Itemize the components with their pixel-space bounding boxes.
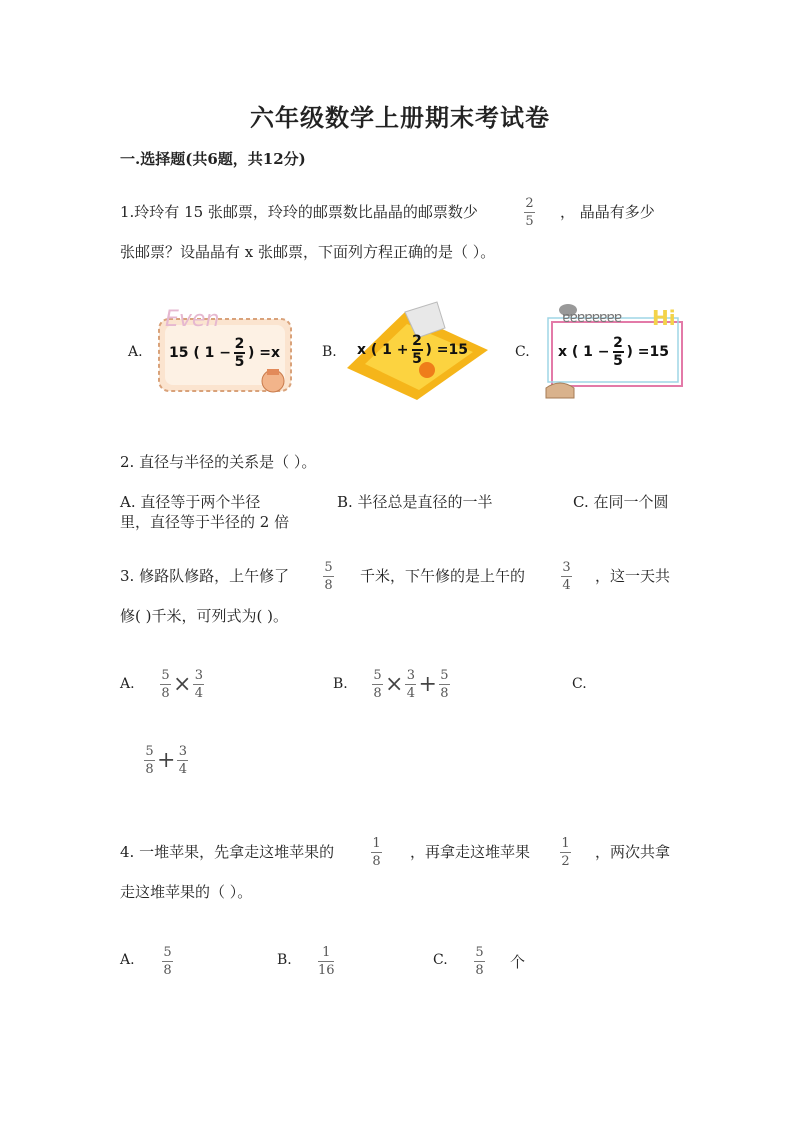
q2-option-c-cont: 里，直径等于半径的 2 倍 (120, 513, 290, 531)
q2-text: 2. 直径与半径的关系是（ ）。 (120, 453, 317, 471)
q4-option-a-label[interactable]: A. (120, 952, 135, 968)
q3-text-line1-mid: 千米，下午修的是上午的 (360, 567, 526, 585)
q4-option-c-fraction[interactable]: 5 8 (475, 945, 484, 978)
page-title: 六年级数学上册期末考试卷 (250, 103, 550, 132)
q4-option-c-unit: 个 (510, 953, 526, 971)
q1-text-line2: 张邮票？设晶晶有 x 张邮票，下面列方程正确的是（ ）。 (120, 243, 496, 261)
q1-option-a-label[interactable]: A. (128, 344, 143, 360)
q4-option-b-label[interactable]: B. (277, 952, 292, 968)
q1-option-c-equation: x ( 1 − 2 5 ) =15 (558, 335, 670, 369)
q4-text-line1: 4. 一堆苹果，先拿走这堆苹果的 (120, 843, 335, 861)
q1-text-line1-end: ， 晶晶有多少 (560, 203, 655, 221)
q1-fraction (524, 196, 535, 229)
hi-deco-text: Hi (652, 306, 676, 330)
q3-fraction-2: 3 4 (562, 560, 571, 593)
q3-option-c-expression[interactable]: $\frac{5}{8}$ + $\frac{3}{4}$ (145, 744, 188, 777)
even-deco-text: Even (165, 307, 220, 332)
q4-fraction-1: 1 8 (372, 836, 381, 869)
q1-text-line1: 1.玲玲有 15 张邮票，玲玲的邮票数比晶晶的邮票数少 (120, 203, 478, 221)
q2-option-b[interactable]: B. 半径总是直径的一半 (337, 493, 493, 511)
q4-fraction-2: 1 2 (561, 836, 570, 869)
q3-option-b-label[interactable]: B. (333, 676, 348, 692)
q1-option-b-card[interactable] (345, 298, 490, 402)
q2-option-c[interactable]: C. 在同一个圆 (573, 493, 669, 511)
q2-option-a[interactable]: A. 直径等于两个半径 (120, 493, 261, 511)
q3-text-line2: 修( )千米，可列式为( )。 (120, 607, 288, 625)
q4-option-a-fraction[interactable]: 5 8 (163, 945, 172, 978)
q4-text-line2: 走这堆苹果的（ ）。 (120, 883, 253, 901)
q1-option-a-card[interactable] (155, 305, 295, 397)
section-heading: 一.选择题(共6题，共12分) (120, 150, 306, 168)
q3-fraction-1: 5 8 (324, 560, 333, 593)
q1-option-c-card[interactable] (540, 296, 692, 406)
fraction-denominator: 5 (525, 214, 534, 229)
q4-text-line1-mid: ，再拿走这堆苹果 (410, 843, 531, 861)
q3-option-b-expression[interactable]: $\frac{5}{8}$ × $\frac{3}{4}$ + $\frac{5}{8}$ (373, 668, 449, 701)
q3-text-line1: 3. 修路队修路，上午修了 (120, 567, 290, 585)
q4-text-line1-end: ，两次共拿 (595, 843, 671, 861)
q3-option-a-label[interactable]: A. (120, 676, 135, 692)
fraction-numerator: 2 (525, 196, 534, 211)
q3-text-line1-end: ，这一天共 (595, 567, 671, 585)
q1-option-a-equation: 15 ( 1 − 2 5 ) =x (169, 336, 281, 370)
q4-option-c-label[interactable]: C. (433, 952, 448, 968)
q4-option-b-fraction[interactable]: 1 16 (318, 945, 335, 978)
q3-option-c-label[interactable]: C. (572, 676, 587, 692)
spiral-deco: ɐɐɐɐɐɐɐɐ (562, 310, 622, 326)
q3-option-a-expression[interactable]: $\frac{5}{8}$ × $\frac{3}{4}$ (161, 668, 204, 701)
q1-option-c-label[interactable]: C. (515, 344, 530, 360)
q1-option-b-equation: x ( 1 + 2 5 ) =15 (357, 333, 469, 367)
q1-option-b-label[interactable]: B. (322, 344, 337, 360)
